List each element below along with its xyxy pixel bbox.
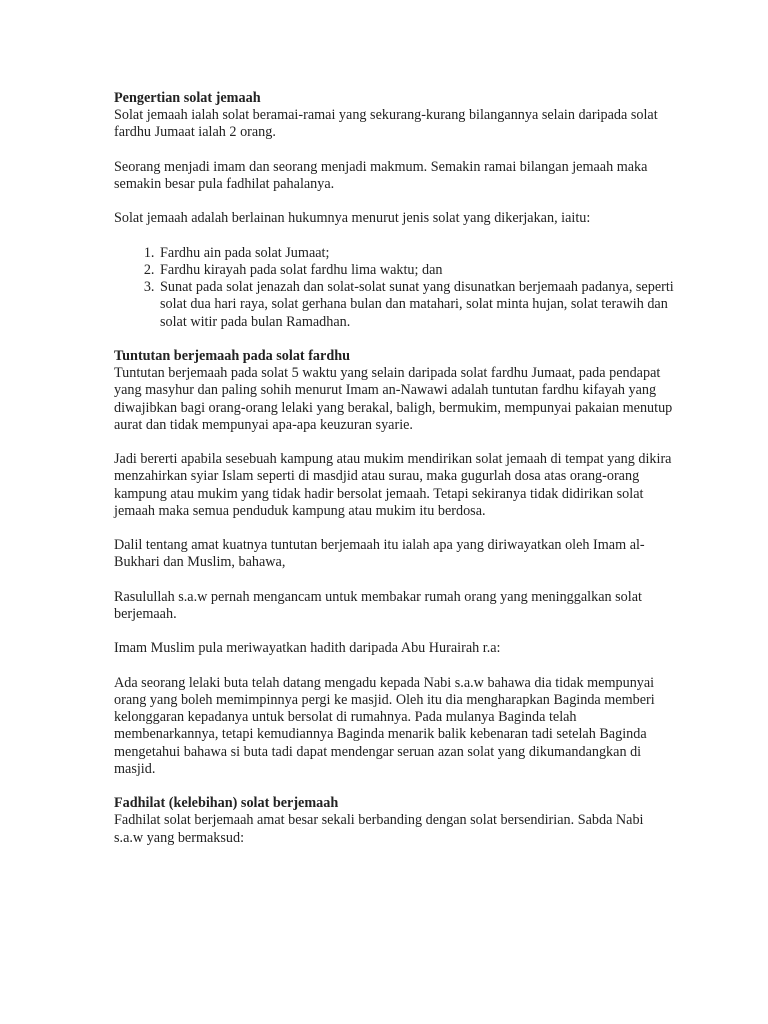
paragraph: Tuntutan berjemaah pada solat 5 waktu yang selain daripada solat fardhu Jumaat, pada pendapat yang masyhur dan paling sohih menurut Imam an-Nawawi adalah tuntutan fardhu kifayah yang diwajibkan bagi orang-orang lelaki yang berakal, baligh, bermukim, mempunyai pakaian menutup aurat dan tidak mempunyai apa-apa keuzuran syarie.: [114, 365, 673, 433]
paragraph: Fadhilat solat berjemaah amat besar sekali berbanding dengan solat bersendirian. Sabda Nabi s.a.w yang bermaksud:: [114, 812, 644, 846]
paragraph: Solat jemaah ialah solat beramai-ramai yang sekurang-kurang bilangannya selain daripada solat fardhu Jumaat ialah 2 orang.: [114, 107, 658, 141]
section-heading-pengertian: Pengertian solat jemaah: [114, 90, 261, 106]
section-heading-tuntutan: Tuntutan berjemaah pada solat fardhu: [114, 347, 350, 364]
list-item: 2. Fardhu kirayah pada solat fardhu lima waktu; dan: [158, 262, 674, 279]
section-heading-fadhilat: Fadhilat (kelebihan) solat berjemaah: [114, 795, 339, 812]
paragraph: Imam Muslim pula meriwayatkan hadith daripada Abu Hurairah r.a:: [114, 640, 501, 657]
paragraph: Solat jemaah adalah berlainan hukumnya menurut jenis solat yang dikerjakan, iaitu:: [114, 210, 591, 227]
paragraph: Seorang menjadi imam dan seorang menjadi makmum. Semakin ramai bilangan jemaah maka semakin besar pula fadhilat pahalanya.: [114, 158, 648, 192]
hukum-list: [114, 245, 674, 331]
paragraph: Jadi bererti apabila sesebuah kampung atau mukim mendirikan solat jemaah di tempat yang dikira menzahirkan syiar Islam seperti di masdjid atau surau, maka gugurlah dosa atas orang-orang kampung atau mukim yang tidak hadir bersolat jemaah. Tetapi sekiranya tidak didirikan solat jemaah maka semua penduduk kampung atau mukim itu berdosa.: [114, 451, 672, 519]
paragraph: Rasulullah s.a.w pernah mengancam untuk membakar rumah orang yang meninggalkan solat berjemaah.: [114, 588, 642, 622]
list-item: 3. Sunat pada solat jenazah dan solat-solat sunat yang disunatkan berjemaah padanya, seperti solat dua hari raya, solat gerhana bulan dan matahari, solat minta hujan, solat terawih dan solat witir pada bulan Ramadhan.: [158, 279, 674, 331]
document-page: [114, 90, 674, 864]
list-item: 1. Fardhu ain pada solat Jumaat;: [158, 245, 674, 262]
paragraph: Dalil tentang amat kuatnya tuntutan berjemaah itu ialah apa yang diriwayatkan oleh Imam al-Bukhari dan Muslim, bahawa,: [114, 537, 645, 571]
paragraph: Ada seorang lelaki buta telah datang mengadu kepada Nabi s.a.w bahawa dia tidak mempunyai orang yang boleh memimpinnya pergi ke masjid. Oleh itu dia mengharapkan Baginda memberi kelonggaran kepadanya untuk bersolat di rumahnya. Pada mulanya Baginda telah membenarkannya, tetapi kemudiannya Baginda menarik balik kebenaran tadi setelah Baginda mengetahui bahawa si buta tadi dapat mendengar seruan azan solat yang dikumandangkan di masjid.: [114, 674, 655, 777]
